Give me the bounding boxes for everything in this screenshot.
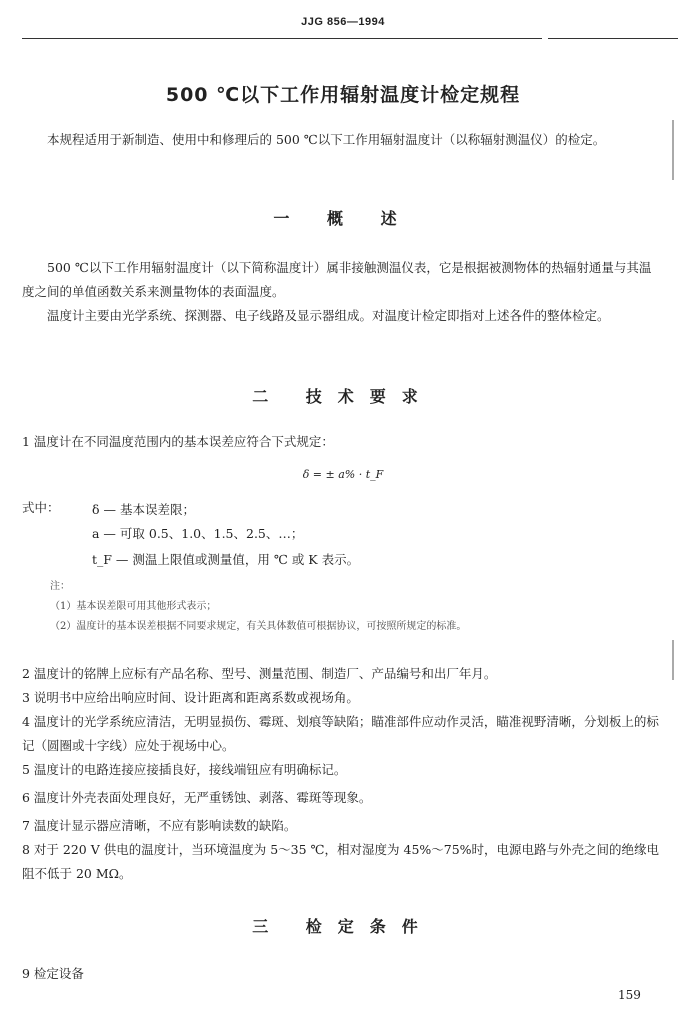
section-heading-conditions: 三 检定条件 [252,917,434,936]
overview-paragraph: 温度计主要由光学系统、探测器、电子线路及显示器组成。对温度计检定即指对上述各件的整体检定。 [47,308,610,323]
header-rule [548,38,678,39]
formula: δ = ± a% · t_F [302,468,384,481]
definition-line: a — 可取 0.5、1.0、1.5、2.5、…； [92,526,304,541]
intro-paragraph: 本规程适用于新制造、使用中和修理后的 500 ℃以下工作用辐射温度计（以称辐射测温仪）的检定。 [47,132,606,147]
document-title: 500 ℃以下工作用辐射温度计检定规程 [165,84,521,106]
section-heading-requirements: 二 技术要求 [252,387,434,406]
requirement-item: 6 温度计外壳表面处理良好，无严重锈蚀、剥落、霉斑等现象。 [22,790,372,805]
section-heading-overview: 一 概 述 [273,209,413,228]
definition-line: t_F — 测温上限值或测量值，用 ℃ 或 K 表示。 [92,552,360,567]
definition-line: δ — 基本误差限； [92,502,195,517]
requirement-item: 5 温度计的电路连接应接插良好，接线端钮应有明确标记。 [22,762,347,777]
note-label: 注： [50,581,70,592]
requirement-item: 2 温度计的铭牌上应标有产品名称、型号、测量范围、制造厂、产品编号和出厂年月。 [22,666,497,681]
requirement-item: 7 温度计显示器应清晰，不应有影响读数的缺陷。 [22,818,297,833]
note-line: （1）基本误差限可用其他形式表示； [50,601,217,612]
where-label: 式中： [22,500,60,515]
overview-paragraph: 500 ℃以下工作用辐射温度计（以下简称温度计）属非接触测温仪表，它是根据被测物体的热辐射通量与其温度之间的单值函数关系来测量物体的表面温度。 [22,260,652,299]
requirement-item: 1 温度计在不同温度范围内的基本误差应符合下式规定： [22,434,334,449]
scan-margin-mark [672,640,674,680]
note-line: （2）温度计的基本误差根据不同要求规定，有关具体数值可根据协议，可按照所规定的标准。 [50,621,467,632]
condition-item: 9 检定设备 [22,966,84,981]
requirement-item: 8 对于 220 V 供电的温度计，当环境温度为 5～35 ℃，相对湿度为 45%～75%时，电源电路与外壳之间的绝缘电阻不低于 20 MΩ。 [22,842,660,881]
requirement-item: 3 说明书中应给出响应时间、设计距离和距离系数或视场角。 [22,690,359,705]
page-number: 159 [618,988,641,1002]
scan-margin-mark [672,120,674,180]
page-header [0,16,686,46]
header-rule [22,38,542,39]
requirement-item: 4 温度计的光学系统应清洁，无明显损伤、霉斑、划痕等缺陷；瞄准部件应动作灵活，瞄准视野清晰，分划板上的标记（圆圈或十字线）应处于视场中心。 [22,714,659,753]
standard-code: JJG 856—1994 [301,16,385,28]
